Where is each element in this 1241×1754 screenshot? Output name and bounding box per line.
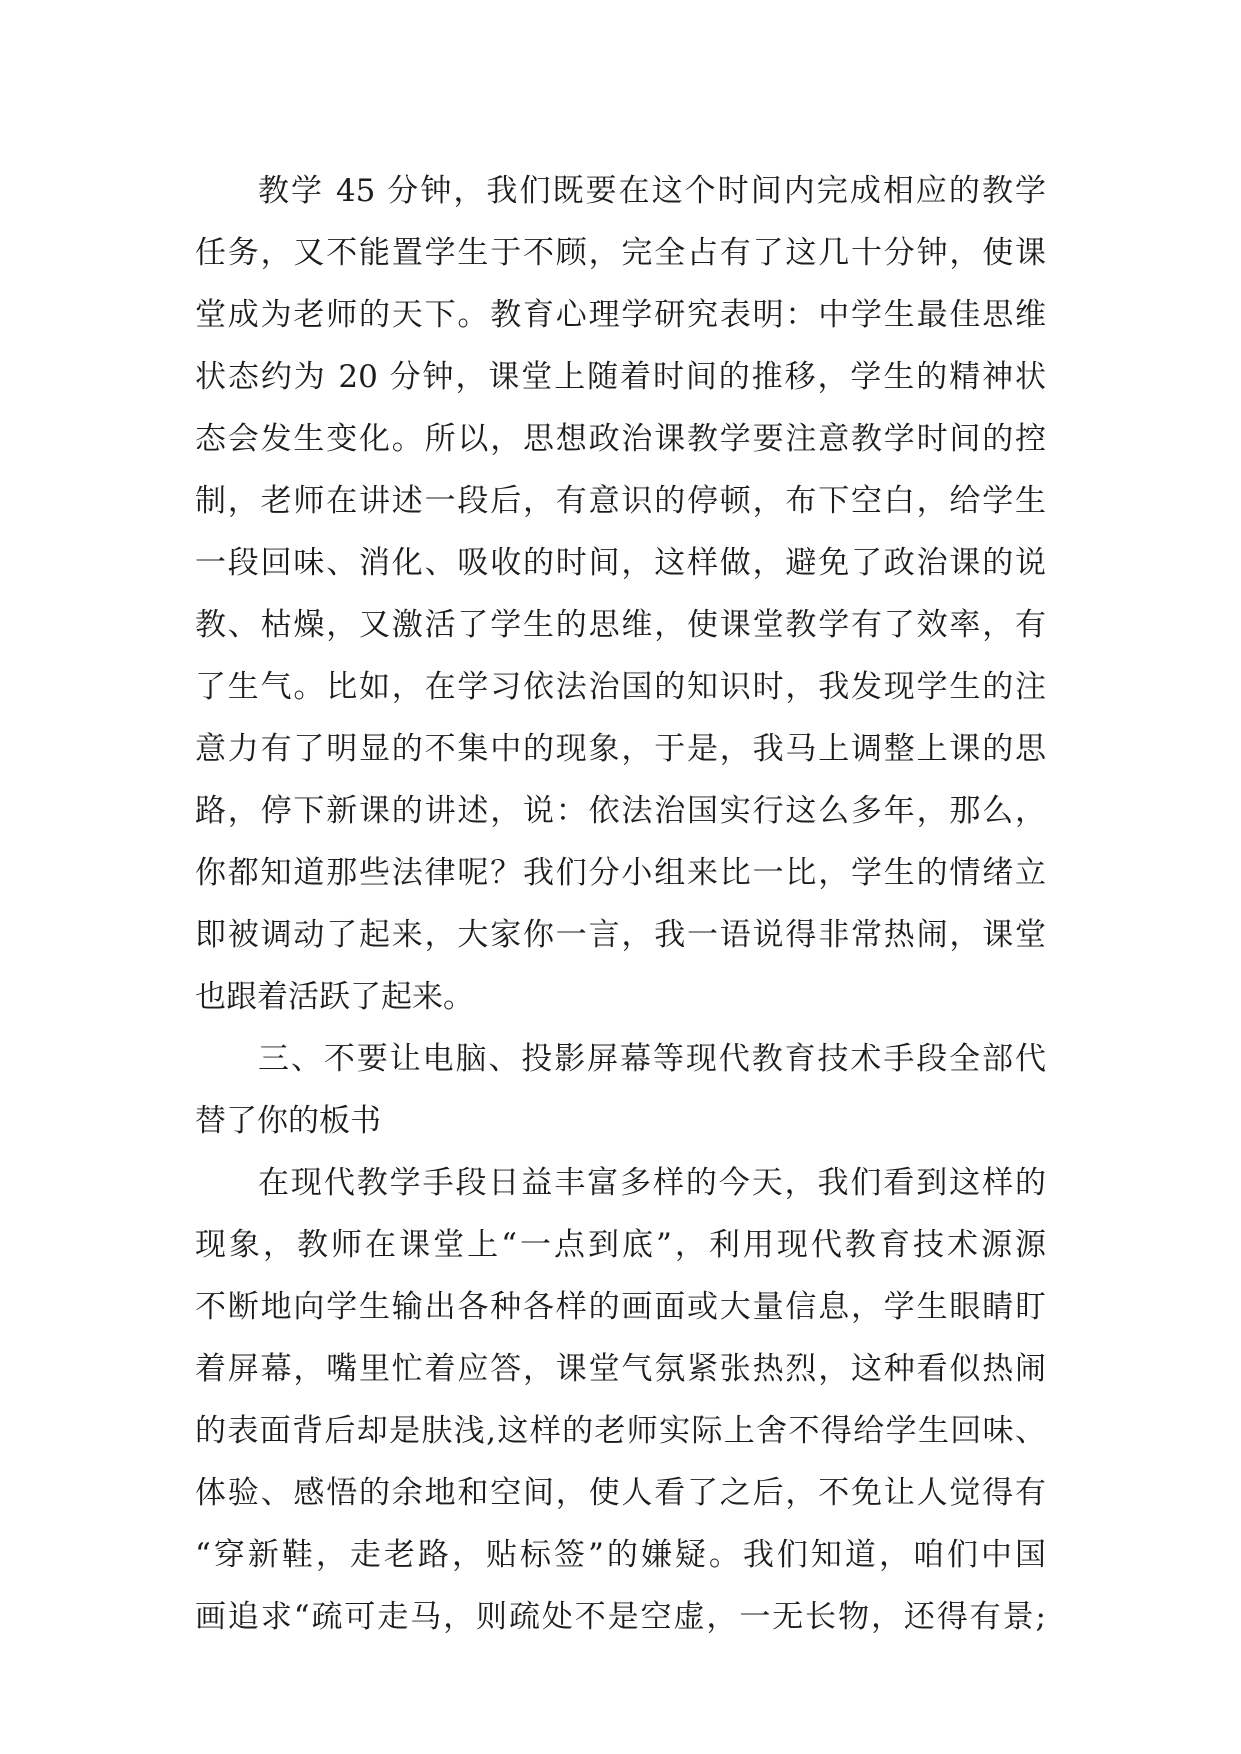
text-line: 意力有了明显的不集中的现象，于是，我马上调整上课的思	[195, 731, 1046, 767]
text-line: 了生气。比如，在学习依法治国的知识时，我发现学生的注	[195, 669, 1046, 705]
text-line: 堂成为老师的天下。教育心理学研究表明：中学生最佳思维	[195, 297, 1046, 333]
paragraph-classroom-time	[195, 160, 1046, 1028]
text-line: 即被调动了起来，大家你一言，我一语说得非常热闹，课堂	[195, 917, 1046, 953]
text-line: 体验、感悟的余地和空间，使人看了之后，不免让人觉得有	[195, 1475, 1046, 1511]
text-line: 也跟着活跃了起来。	[195, 979, 474, 1015]
text-line: 现象，教师在课堂上“一点到底”，利用现代教育技术源源	[195, 1227, 1046, 1263]
text-line: “穿新鞋，走老路，贴标签”的嫌疑。我们知道，咱们中国	[195, 1537, 1046, 1573]
text-line: 三、不要让电脑、投影屏幕等现代教育技术手段全部代	[258, 1041, 1046, 1077]
text-line: 教学 45 分钟，我们既要在这个时间内完成相应的教学	[258, 173, 1046, 209]
text-line: 画追求“疏可走马，则疏处不是空虚，一无长物，还得有景;	[195, 1599, 1046, 1635]
text-line: 着屏幕，嘴里忙着应答，课堂气氛紧张热烈，这种看似热闹	[195, 1351, 1046, 1387]
text-line: 状态约为 20 分钟，课堂上随着时间的推移，学生的精神状	[195, 359, 1046, 395]
text-line: 你都知道那些法律呢？我们分小组来比一比，学生的情绪立	[195, 855, 1046, 891]
text-line: 的表面背后却是肤浅,这样的老师实际上舍不得给学生回味、	[195, 1413, 1046, 1449]
section-heading-three	[195, 1028, 1046, 1152]
text-line: 任务，又不能置学生于不顾，完全占有了这几十分钟，使课	[195, 235, 1046, 271]
text-line: 态会发生变化。所以，思想政治课教学要注意教学时间的控	[195, 421, 1046, 457]
text-line: 不断地向学生输出各种各样的画面或大量信息，学生眼睛盯	[195, 1289, 1046, 1325]
text-line: 制，老师在讲述一段后，有意识的停顿，布下空白，给学生	[195, 483, 1046, 519]
text-line: 在现代教学手段日益丰富多样的今天，我们看到这样的	[258, 1165, 1046, 1201]
text-line: 替了你的板书	[195, 1103, 381, 1139]
text-line: 一段回味、消化、吸收的时间，这样做，避免了政治课的说	[195, 545, 1046, 581]
paragraph-modern-teaching	[195, 1152, 1046, 1648]
text-line: 教、枯燥，又激活了学生的思维，使课堂教学有了效率，有	[195, 607, 1046, 643]
text-line: 路，停下新课的讲述，说：依法治国实行这么多年，那么，	[195, 793, 1046, 829]
